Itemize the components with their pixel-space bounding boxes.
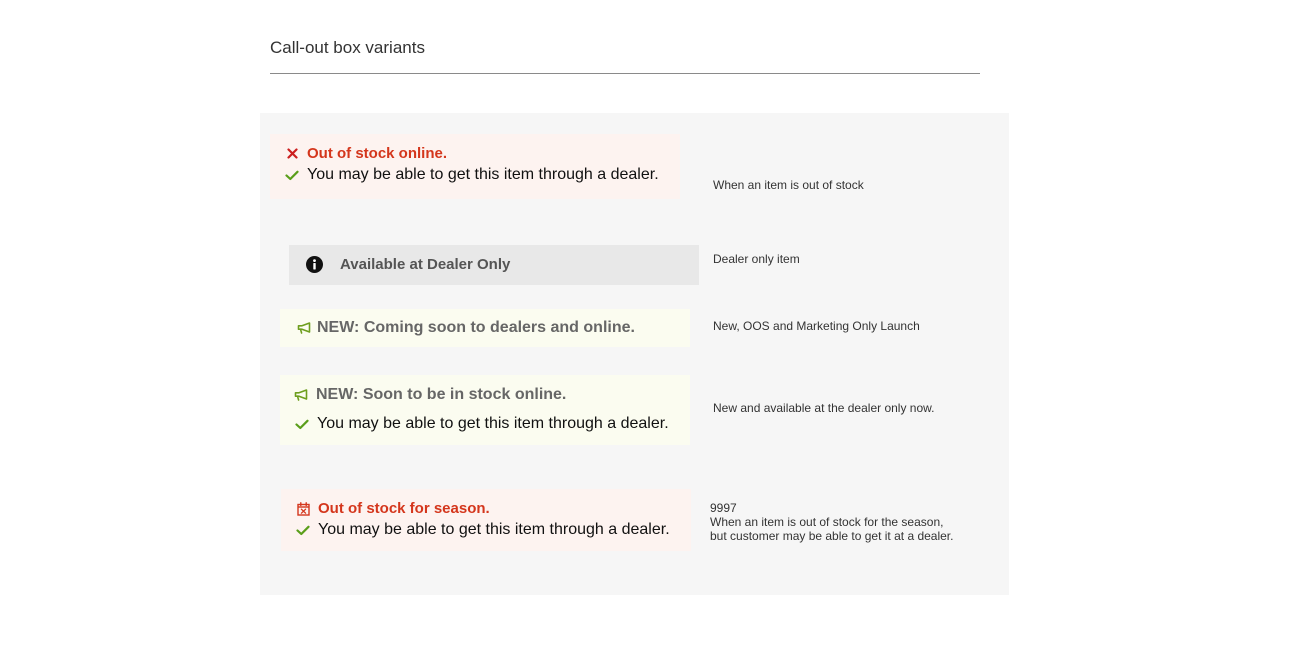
callout-line-status xyxy=(285,145,447,162)
check-icon xyxy=(295,523,310,537)
callout-new-soon-in-stock xyxy=(280,375,690,445)
callout-line-dealer xyxy=(294,415,669,433)
megaphone-icon xyxy=(294,389,308,402)
callout-out-of-stock-season xyxy=(281,489,691,551)
callout-line-new xyxy=(297,319,635,337)
new-coming-soon-text: NEW: Coming soon to dealers and online. xyxy=(317,319,635,336)
info-icon xyxy=(306,256,323,273)
description-new-coming-soon: New, OOS and Marketing Only Launch xyxy=(713,319,920,333)
description-code: 9997 xyxy=(710,501,737,515)
new-soon-in-stock-text: NEW: Soon to be in stock online. xyxy=(316,386,567,403)
dealer-text: You may be able to get this item through a dealer. xyxy=(307,166,659,183)
callout-dealer-only xyxy=(289,245,699,285)
season-status-text: Out of stock for season. xyxy=(318,500,490,517)
callout-line-new xyxy=(294,386,566,404)
dealer-text: You may be able to get this item through a dealer. xyxy=(317,415,669,432)
callout-new-coming-soon xyxy=(280,309,690,347)
callout-line-status xyxy=(296,500,490,517)
status-text: Out of stock online. xyxy=(307,145,448,162)
callout-line-dealer-only xyxy=(306,256,510,273)
description-out-of-stock: When an item is out of stock xyxy=(713,178,864,192)
description-line-2: but customer may be able to get it at a dealer. xyxy=(710,529,954,543)
description-dealer-only: Dealer only item xyxy=(713,252,800,266)
callout-out-of-stock-online xyxy=(270,134,680,199)
callout-line-dealer xyxy=(295,521,670,539)
callout-line-dealer xyxy=(284,166,659,184)
description-new-soon-in-stock: New and available at the dealer only now. xyxy=(713,401,935,415)
title-divider xyxy=(270,73,980,74)
calendar-x-icon xyxy=(296,501,310,516)
dealer-only-text: Available at Dealer Only xyxy=(340,256,511,273)
description-line-1: When an item is out of stock for the season, xyxy=(710,515,944,529)
check-icon xyxy=(294,417,309,431)
description-out-of-stock-season xyxy=(710,501,953,543)
megaphone-icon xyxy=(297,322,311,335)
x-icon xyxy=(285,147,299,161)
page-title: Call-out box variants xyxy=(270,38,425,57)
dealer-text: You may be able to get this item through a dealer. xyxy=(318,521,670,538)
check-icon xyxy=(284,168,299,182)
